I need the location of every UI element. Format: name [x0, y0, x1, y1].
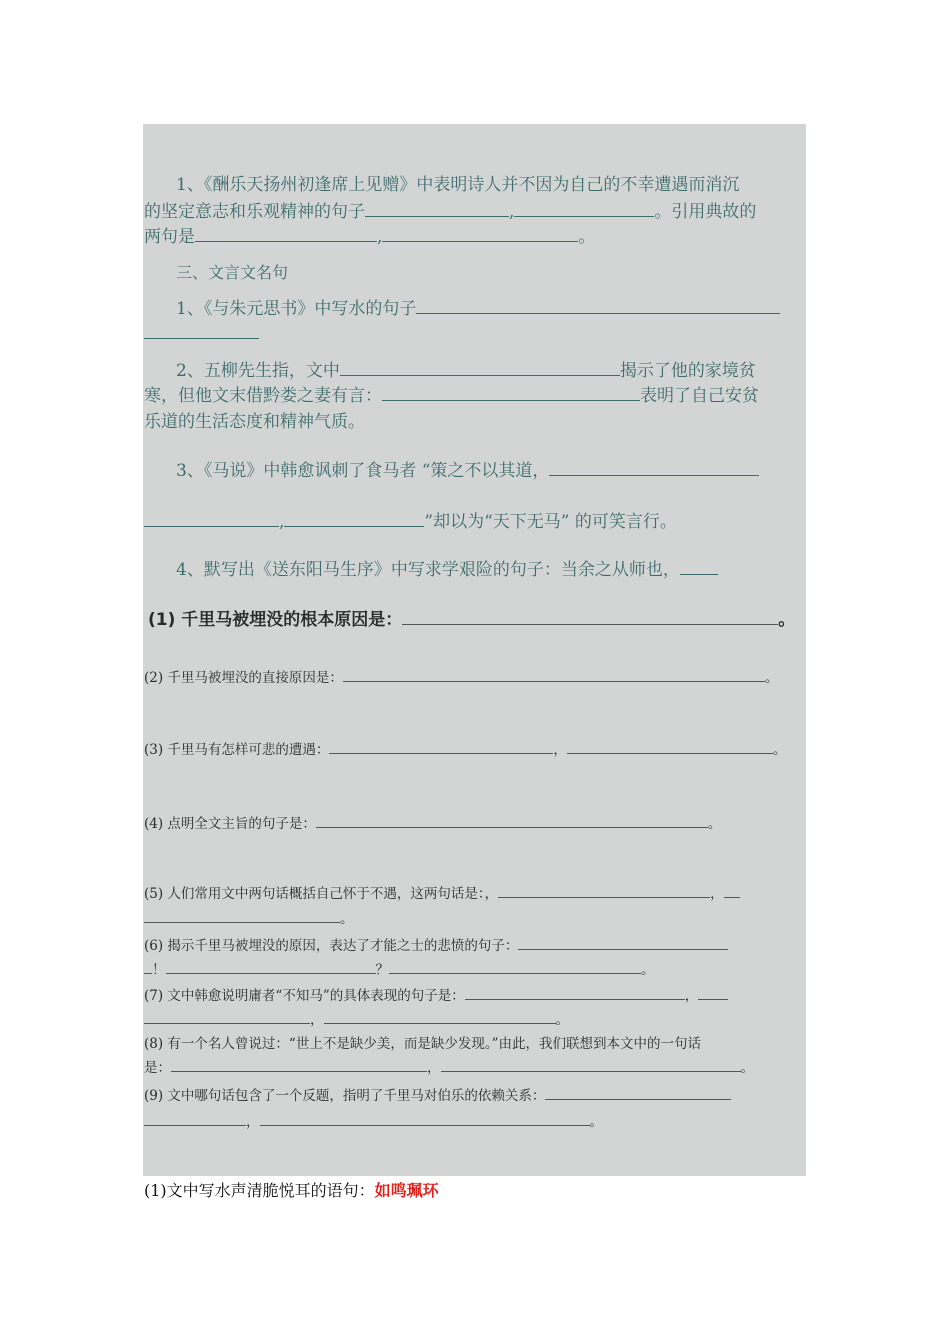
blank[interactable] — [343, 680, 765, 682]
w4-line1: 4、默写出《送东阳马生序》中写求学艰险的句子：当余之从师也， — [176, 555, 718, 580]
answer-line: (1)文中写水声清脆悦耳的语句：如鸣珮环 — [144, 1181, 439, 1200]
w2-line3: 乐道的生活态度和精神气质。 — [144, 412, 365, 432]
blank[interactable] — [567, 752, 773, 754]
w2-line1: 2、五柳先生指，文中 揭示了他的家境贫 — [176, 361, 756, 381]
m2-line: (2) 千里马被埋没的直接原因是： 。 — [144, 670, 779, 686]
blank[interactable] — [518, 948, 728, 950]
q1-line3: 两句是 , 。 — [144, 227, 596, 247]
blank[interactable] — [724, 896, 740, 898]
blank[interactable] — [195, 240, 377, 242]
m4-line: (4) 点明全文主旨的句子是： 。 — [144, 816, 722, 832]
blank[interactable] — [329, 752, 553, 754]
blank[interactable] — [382, 240, 578, 242]
blank[interactable] — [144, 337, 259, 339]
blank[interactable] — [549, 474, 759, 476]
w2-line2: 寒，但他文末借黔娄之妻有言： 表明了自己安贫 — [144, 386, 759, 406]
blank[interactable] — [465, 998, 685, 1000]
blank[interactable] — [340, 374, 620, 376]
blank[interactable] — [324, 1022, 556, 1024]
blank[interactable] — [441, 1070, 741, 1072]
m9-line2: ， 。 — [144, 1110, 603, 1130]
blank[interactable] — [171, 1070, 427, 1072]
blank[interactable] — [680, 573, 718, 575]
blank[interactable] — [698, 998, 728, 1000]
blank[interactable] — [416, 312, 780, 314]
m5-line2: 。 — [144, 907, 354, 927]
w1-line1: 1、《与朱元思书》中写水的句子 — [176, 294, 780, 319]
m8-line2: 是： ， 。 — [144, 1060, 754, 1076]
blank[interactable] — [144, 921, 340, 923]
blank[interactable] — [545, 1098, 731, 1100]
m7-line1: (7) 文中韩愈说明庸者“不知马”的具体表现的句子是： ， — [144, 984, 728, 1004]
w3-line1: 3、《马说》中韩愈讽刺了食马者 “策之不以其道， — [176, 456, 759, 481]
q1-line1: 1、《酬乐天扬州初逢席上见赠》中表明诗人并不因为自己的不幸遭遇而消沉 — [176, 175, 740, 195]
w3-line2: , ”却以为“天下无马” 的可笑言行。 — [144, 507, 677, 532]
blank[interactable] — [144, 1022, 310, 1024]
blank[interactable] — [144, 525, 279, 527]
blank[interactable] — [382, 399, 640, 401]
m3-line: (3) 千里马有怎样可悲的遭遇： ， 。 — [144, 742, 787, 758]
blank[interactable] — [260, 1124, 590, 1126]
blank[interactable] — [514, 215, 654, 217]
blank[interactable] — [284, 525, 424, 527]
m6-line2: ！ ？ 。 — [144, 958, 655, 978]
m6-line1: (6) 揭示千里马被埋没的原因，表达了才能之士的悲愤的句子： — [144, 934, 728, 954]
blank[interactable] — [316, 826, 708, 828]
blank[interactable] — [389, 972, 641, 974]
blank[interactable] — [365, 215, 509, 217]
answer-value: 如鸣珮环 — [374, 1181, 439, 1200]
blank[interactable] — [402, 623, 778, 625]
w1-line2 — [144, 324, 259, 344]
blank[interactable] — [144, 972, 152, 974]
q1-line2: 的坚定意志和乐观精神的句子 , 。引用典故的 — [144, 202, 757, 222]
section-title: 三、文言文名句 — [176, 263, 289, 282]
m1-line: (1) 千里马被埋没的根本原因是： 。 — [148, 610, 796, 630]
m9-line1: (9) 文中哪句话包含了一个反题，指明了千里马对伯乐的依赖关系： — [144, 1084, 731, 1104]
blank[interactable] — [498, 896, 710, 898]
blank[interactable] — [144, 1124, 246, 1126]
m7-line2: ， 。 — [144, 1008, 569, 1028]
m5-line1: (5) 人们常用文中两句话概括自己怀于不遇，这两句话是：， ， — [144, 882, 740, 902]
blank[interactable] — [166, 972, 376, 974]
m8-line1: (8) 有一个名人曾说过：“世上不是缺少美，而是缺少发现。”由此，我们联想到本文中的一句话 — [144, 1036, 701, 1052]
